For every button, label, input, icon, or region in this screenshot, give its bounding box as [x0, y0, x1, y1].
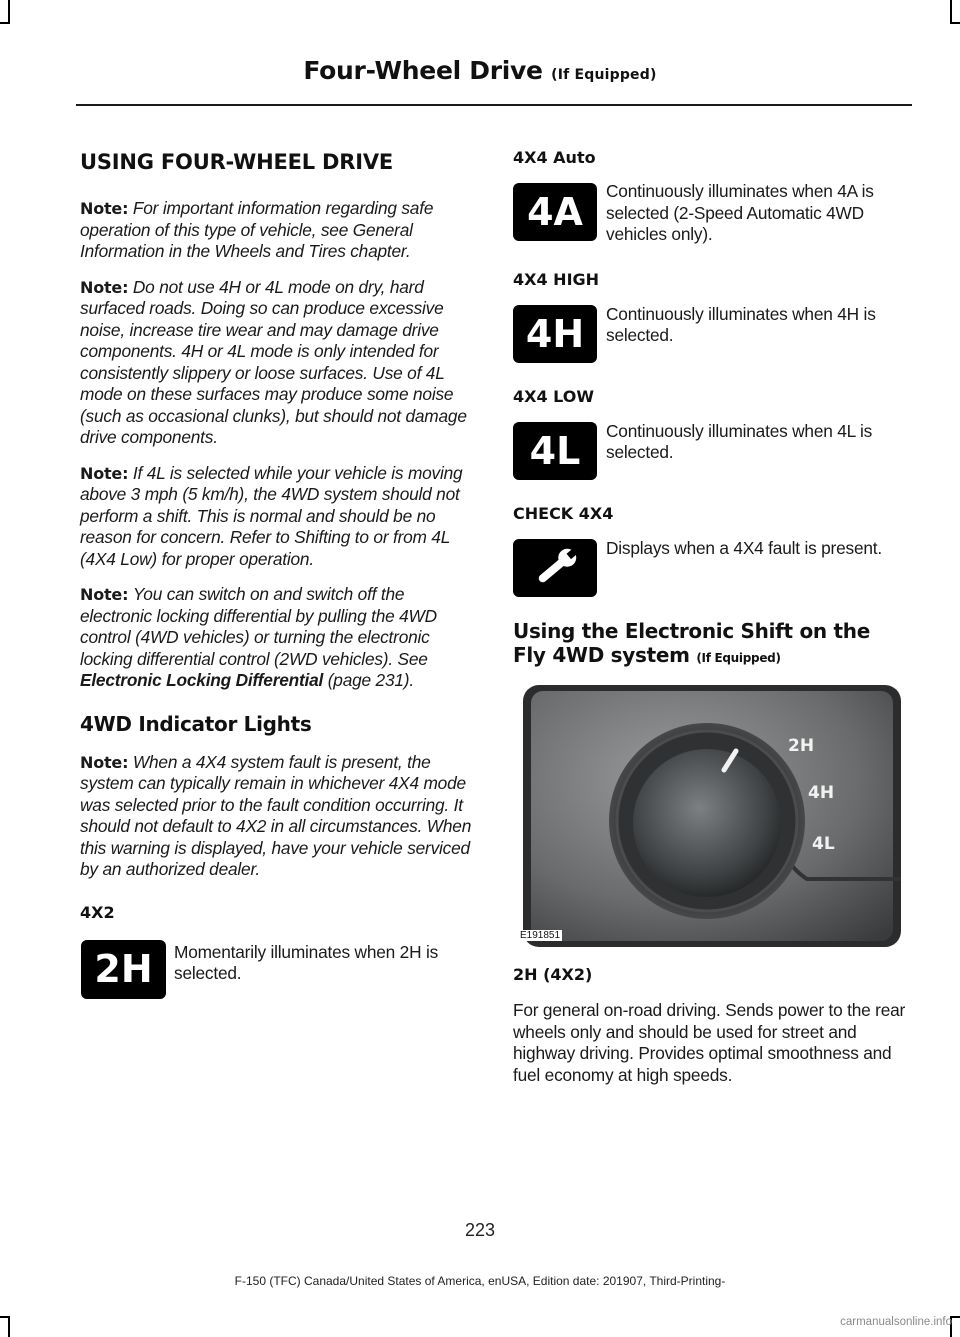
indicator-title-check: CHECK 4X4 — [513, 503, 614, 523]
note-label: Note: — [80, 585, 129, 604]
knob-label-4l: 4L — [812, 834, 835, 854]
edition-footer: F-150 (TFC) Canada/United States of America, enUSA, Edition date: 201907, Third-Printing- — [234, 1274, 726, 1288]
4wd-control-knob-photo — [517, 683, 903, 951]
indicator-4l-icon: 4L — [513, 422, 597, 480]
cross-reference-link[interactable]: Electronic Locking Differential — [80, 670, 324, 690]
indicator-description: Continuously illuminates when 4H is selected. — [606, 303, 876, 345]
section-heading-shift-on-fly — [513, 619, 909, 670]
knob-label-2h: 2H — [788, 736, 815, 756]
indicator-2h-icon: 2H — [81, 940, 166, 999]
note-paragraph — [80, 277, 476, 449]
note-paragraph — [80, 463, 476, 571]
page-number: 223 — [464, 1220, 496, 1240]
note-label: Note: — [80, 752, 129, 772]
crop-mark — [0, 22, 10, 24]
section-heading-indicators: 4WD Indicator Lights — [80, 711, 312, 736]
figure-id: E191851 — [520, 930, 561, 941]
header-rule — [76, 104, 912, 106]
wrench-glyph — [527, 545, 583, 591]
indicator-4a-icon: 4A — [513, 183, 597, 241]
indicator-description: Momentarily illuminates when 2H is selected. — [174, 941, 439, 983]
note-text: Do not use 4H or 4L mode on dry, hard surfaced roads. Doing so can produce excessive noise, increase tire wear and may damage drive components. 4H or 4L mode is only intended for consistently slippery or loose surfaces. Use of 4L mode on these surfaces may produce some noise (such as occasional clunks), but should not damage drive components. — [80, 276, 467, 447]
wrench-icon — [513, 539, 597, 597]
left-column — [80, 150, 476, 999]
note-text: If 4L is selected while your vehicle is moving above 3 mph (5 km/h), the 4WD system should not perform a shift. This is normal and should be no reason for concern. Refer to Shifting to or from 4L (4X4 Low) for proper operation. — [80, 462, 463, 569]
note-label: Note: — [80, 463, 129, 483]
indicator-title-4h: 4X4 HIGH — [513, 269, 600, 289]
section-heading: USING FOUR-WHEEL DRIVE — [80, 150, 394, 174]
mode-text: For general on-road driving. Sends power to the rear wheels only and should be used for street and highway driving. Provides optimal smoothness and fuel economy at high speeds. — [513, 1000, 906, 1085]
section-suffix: (If Equipped) — [696, 650, 781, 665]
note-paragraph — [80, 584, 476, 692]
indicator-4h-icon: 4H — [513, 305, 597, 363]
knob-label-4h: 4H — [808, 783, 835, 803]
indicator-title-4x2: 4X2 — [80, 902, 115, 922]
indicator-row-4l — [513, 420, 909, 480]
indicator-description: Continuously illuminates when 4L is selected. — [606, 420, 873, 462]
crop-mark — [8, 0, 10, 24]
indicator-row-4h — [513, 303, 909, 363]
indicator-row-4x2 — [80, 940, 476, 999]
indicator-row-check — [513, 537, 909, 597]
crop-mark — [8, 1316, 10, 1337]
note-label: Note: — [80, 199, 129, 218]
page-header — [0, 56, 960, 85]
note-text: You can switch on and switch off the electronic locking differential by pulling the 4WD control (4WD vehicles) or turning the electronic locking differential control (2WD vehicles). See — [80, 584, 437, 669]
crop-mark — [0, 1316, 10, 1318]
crop-mark — [950, 22, 960, 24]
note-text: When a 4X4 system fault is present, the system can typically remain in whichever 4X4 mode was selected prior to the fault condition occurring. It should not default to 4X2 in all circumstances. When this warning is displayed, have your vehicle serviced by an authorized dealer. — [80, 751, 472, 879]
mode-description — [513, 965, 909, 1100]
section-title: Using the Electronic Shift on the Fly 4WD system — [513, 618, 870, 667]
page-reference: (page 231). — [323, 670, 414, 690]
note-text: For important information regarding safe operation of this type of vehicle, see General Information in the Wheels and Tires chapter. — [80, 198, 434, 261]
indicator-title-4l: 4X4 LOW — [513, 386, 595, 406]
header-suffix: (If Equipped) — [551, 67, 657, 83]
header-title: Four-Wheel Drive — [303, 56, 543, 85]
indicator-description: Displays when a 4X4 fault is present. — [606, 537, 882, 558]
mode-title: 2H (4X2) — [513, 965, 593, 984]
note-label: Note: — [80, 277, 129, 297]
indicator-description: Continuously illuminates when 4A is selected (2-Speed Automatic 4WD vehicles only). — [606, 181, 874, 244]
crop-mark — [950, 0, 952, 24]
note-paragraph — [80, 752, 476, 881]
note-paragraph — [80, 198, 476, 263]
indicator-title-4a: 4X4 Auto — [513, 148, 596, 167]
watermark: carmanualsonline.info — [840, 1316, 952, 1328]
indicator-row-4a — [513, 181, 909, 246]
right-column — [513, 148, 909, 670]
